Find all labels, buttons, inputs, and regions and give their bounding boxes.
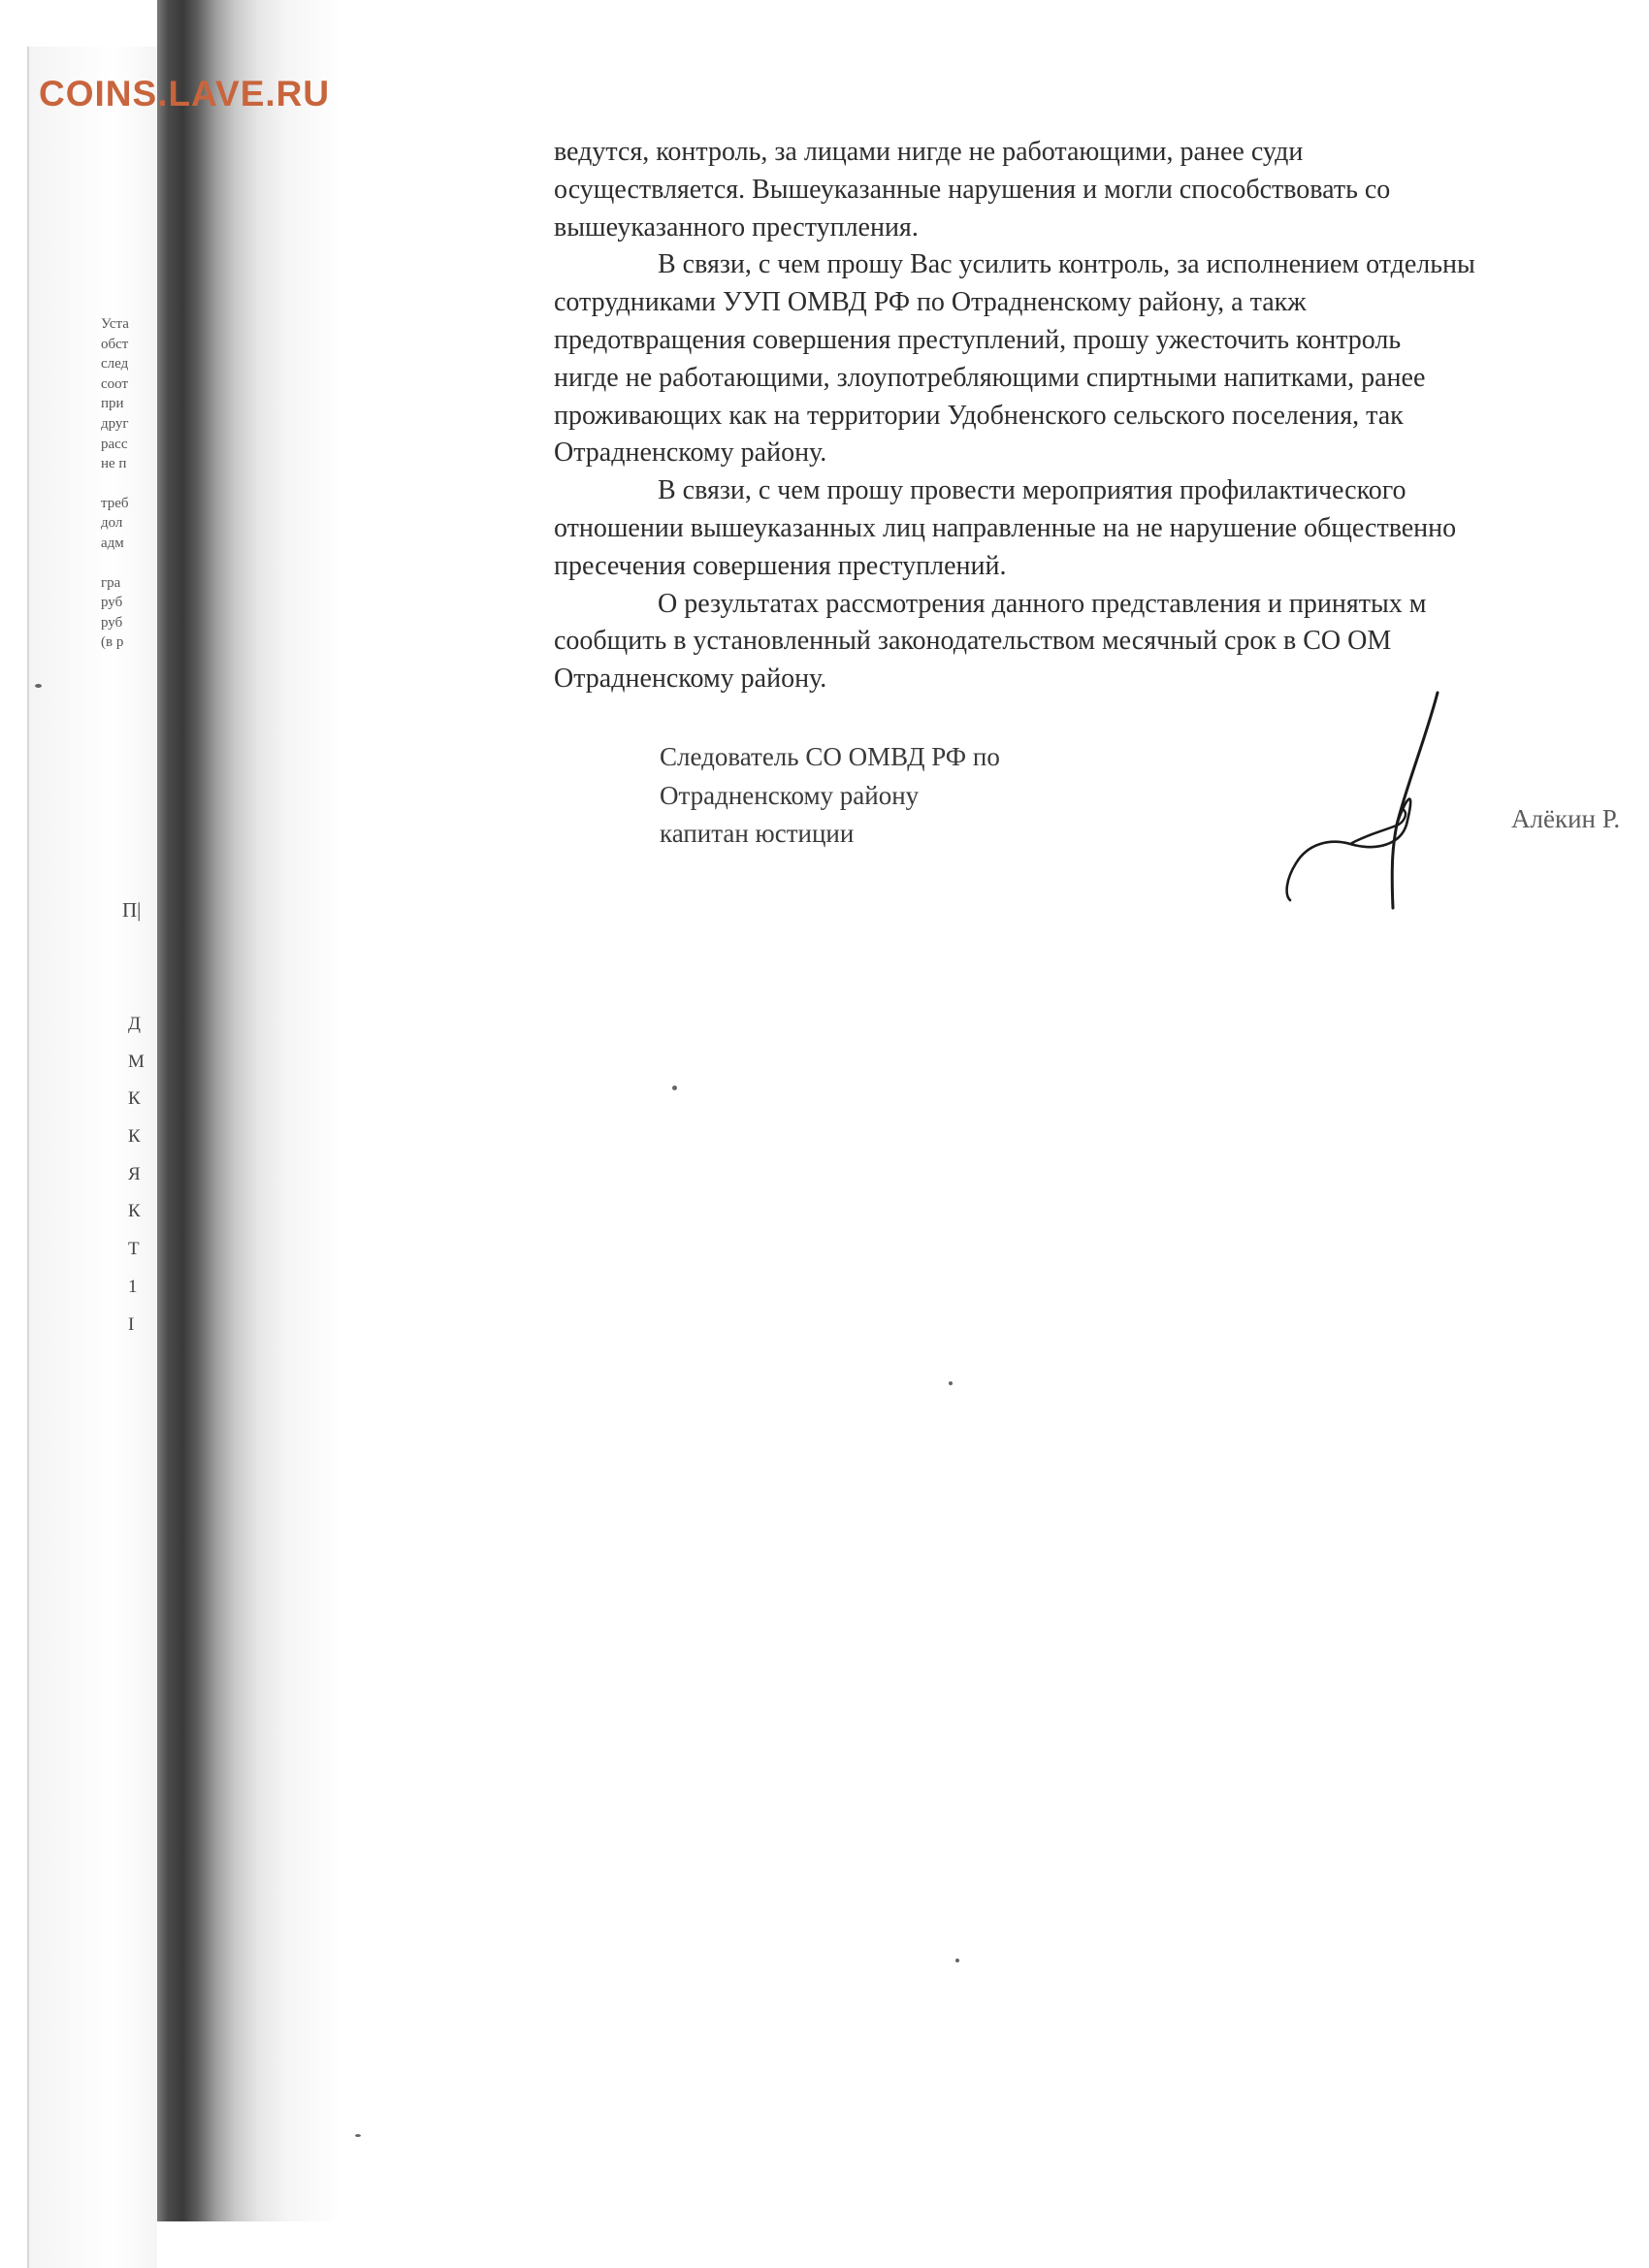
underlying-letter: К xyxy=(128,1201,141,1222)
underlying-line: руб xyxy=(101,614,123,631)
underlying-heading-fragment: П| xyxy=(122,898,142,922)
underlying-line: обст xyxy=(101,336,129,352)
underlying-line: дол xyxy=(101,515,123,532)
underlying-letter: М xyxy=(128,1051,145,1072)
text-line: проживающих как на территории Удобненского сельского поселения, так xyxy=(554,400,1404,431)
text-line: О результатах рассмотрения данного представления и принятых м xyxy=(658,588,1427,619)
paragraph xyxy=(554,586,1649,698)
underlying-letter: І xyxy=(128,1313,135,1335)
text-line: ведутся, контроль, за лицами нигде не работающими, ранее суди xyxy=(554,137,1304,167)
scan-speck xyxy=(355,2134,361,2137)
position-line: Отрадненскому району xyxy=(660,780,920,810)
text-line: отношении вышеуказанных лиц направленные на не нарушение общественно xyxy=(554,512,1457,543)
underlying-line: при xyxy=(101,396,124,412)
watermark: COINS.LAVE.RU xyxy=(39,74,331,113)
paragraph xyxy=(554,472,1649,585)
scan-speck xyxy=(672,1085,677,1090)
underlying-line: след xyxy=(101,356,129,373)
underlying-line: расс xyxy=(101,436,128,452)
text-line: Отрадненскому району. xyxy=(554,437,827,469)
binding-fold-end xyxy=(157,2221,341,2268)
underlying-line: гра xyxy=(101,574,121,591)
underlying-line: руб xyxy=(101,595,123,611)
underlying-line: Уста xyxy=(101,316,129,332)
underlying-line: треб xyxy=(101,495,129,511)
position-line: капитан юстиции xyxy=(660,819,855,848)
text-line: нигде не работающими, злоупотребляющими спиртными напитками, ранее xyxy=(554,362,1426,393)
underlying-line: не п xyxy=(101,456,127,472)
text-line: пресечения совершения преступлений. xyxy=(554,550,1007,581)
position-line: Следователь СО ОМВД РФ по xyxy=(660,742,1000,771)
text-line: сообщить в установленный законодательством месячный срок в СО ОМ xyxy=(554,626,1392,657)
paragraph xyxy=(554,134,1649,246)
signatory-name: Алёкин Р. xyxy=(1511,804,1621,833)
underlying-letter: Т xyxy=(128,1239,140,1260)
underlying-page-text xyxy=(101,314,163,653)
text-line: вышеуказанного преступления. xyxy=(554,211,919,243)
text-line: предотвращения совершения преступлений, прошу ужесточить контроль xyxy=(554,324,1402,355)
underlying-letter: К xyxy=(128,1126,141,1148)
letter-body xyxy=(554,134,1649,698)
text-line: осуществляется. Вышеуказанные нарушения и могли способствовать со xyxy=(554,174,1391,205)
scan-speck xyxy=(955,1959,959,1962)
underlying-line xyxy=(101,474,163,494)
signatory-position xyxy=(660,738,1000,854)
underlying-letter: Д xyxy=(128,1014,141,1034)
underlying-line: соот xyxy=(101,375,129,392)
underlying-letter: 1 xyxy=(128,1276,138,1297)
underlying-line: (в р xyxy=(101,634,124,651)
underlying-line: друг xyxy=(101,415,129,432)
binding-fold-shadow xyxy=(157,0,341,2221)
underlying-letter: К xyxy=(128,1088,141,1110)
paragraph xyxy=(554,246,1649,472)
underlying-letter: Я xyxy=(128,1163,141,1184)
text-line: В связи, с чем прошу провести мероприятия профилактического xyxy=(658,475,1406,506)
underlying-line: адм xyxy=(101,535,124,551)
scan-speck xyxy=(949,1381,953,1385)
text-line: Отрадненскому району. xyxy=(554,664,827,695)
text-line: В связи, с чем прошу Вас усилить контроль, за исполнением отдельны xyxy=(658,249,1475,280)
text-line: сотрудниками УУП ОМВД РФ по Отрадненскому району, а такж xyxy=(554,287,1307,318)
underlying-line xyxy=(101,554,163,573)
scan-speck xyxy=(35,684,42,688)
handwritten-signature xyxy=(1261,679,1455,912)
